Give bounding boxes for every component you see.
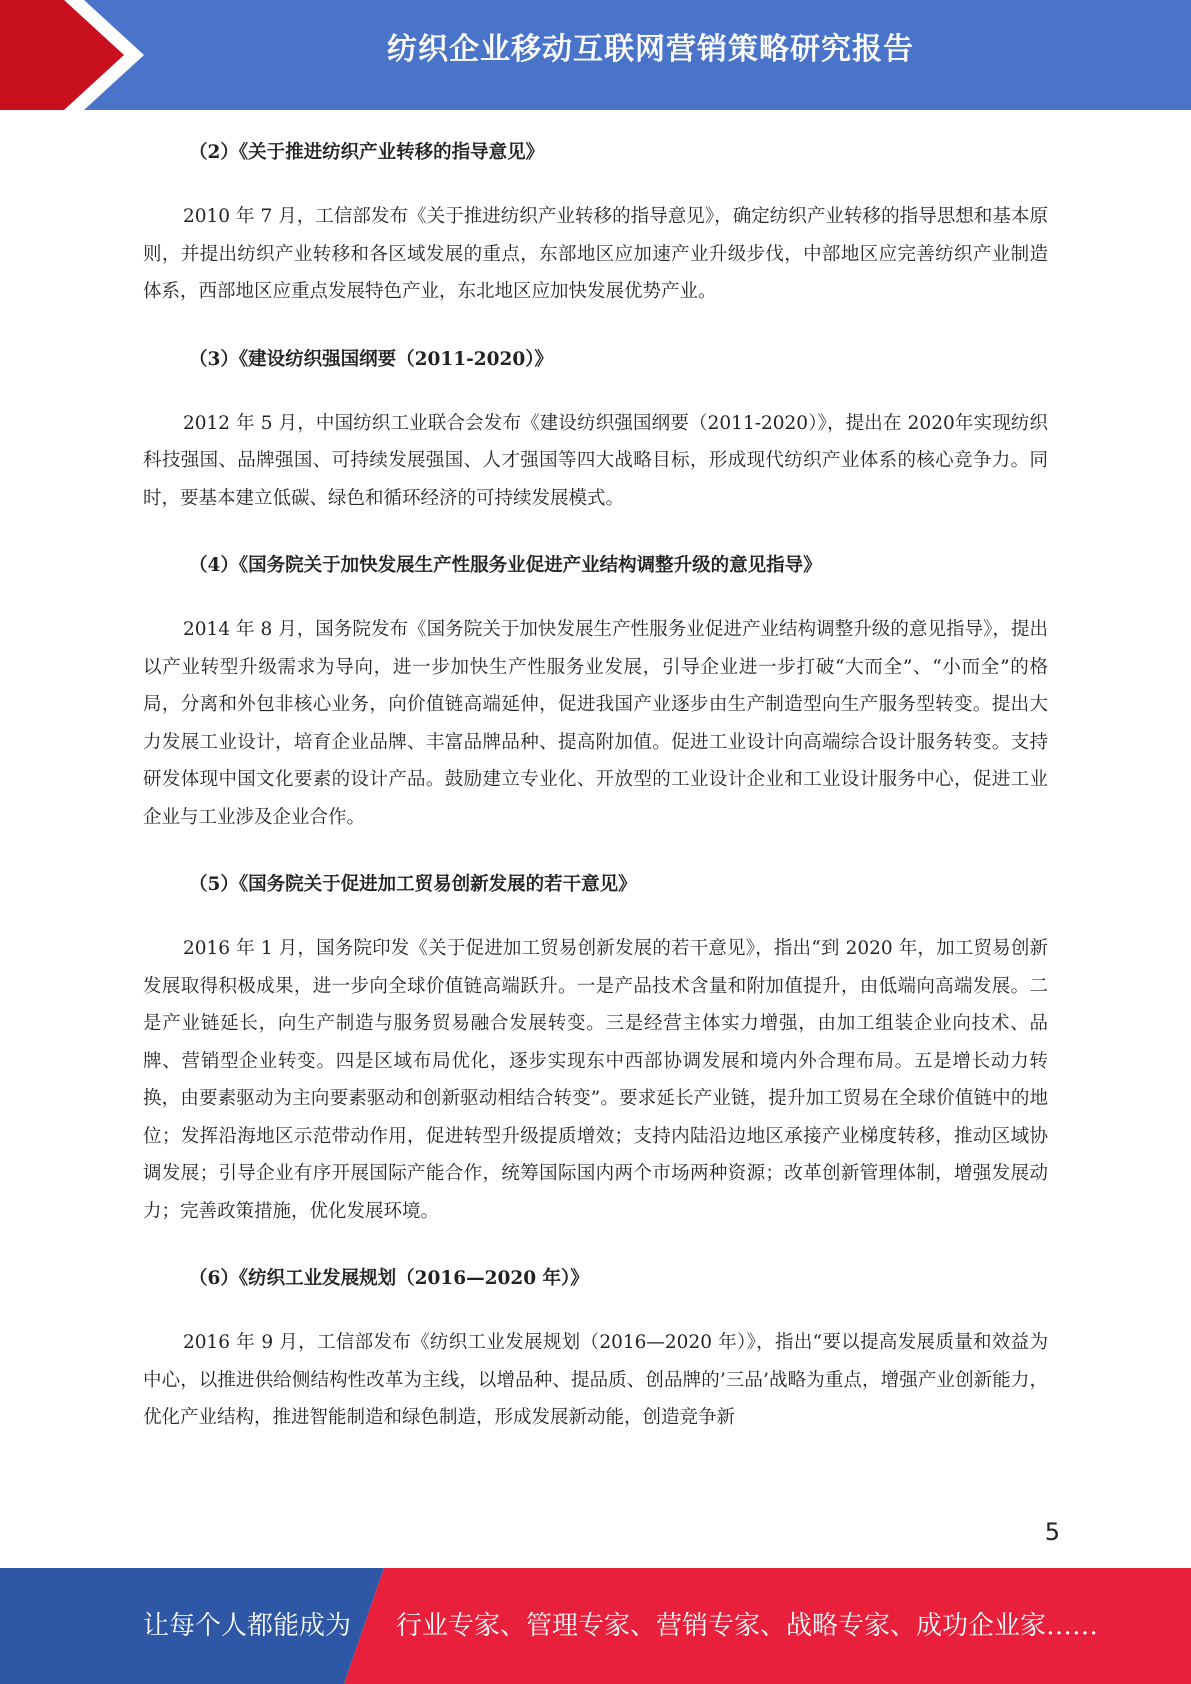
section-paragraph: 2016 年 1 月，国务院印发《关于促进加工贸易创新发展的若干意见》，指出“到 2020 年，加工贸易创新发展取得积极成果，进一步向全球价值链高端跃升。一是产品技术含量和附加值提升，由低端向高端发展。二是产业链延长，向生产制造与服务贸易融合发展转变。三是经营主体实力增强，由加工组装企业向技术、品牌、营销型企业转变。四是区域布局优化，逐步实现东中西部协调发展和境内外合理布局。五是增长动力转换，由要素驱动为主向要素驱动和创新驱动相结合转变”。要求延长产业链，提升加工贸易在全球价值链中的地位；发挥沿海地区示范带动作用，促进转型升级提质增效；支持内陆沿边地区承接产业梯度转移，推动区域协调发展；引导企业有序开展国际产能合作，统筹国际国内两个市场两种资源；改革创新管理体制，增强发展动力；完善政策措施，优化发展环境。 [143,938,1048,1222]
arrow-logo-icon [0,0,150,110]
footer-slogan-left: 让每个人都能成为 [143,1611,352,1641]
document-body [143,128,1048,1461]
section-paragraph: 2012 年 5 月，中国纺织工业联合会发布《建设纺织强国纲要（2011-2020）》，提出在 2020年实现纺织科技强国、品牌强国、可持续发展强国、人才强国等四大战略目标，形成现代纺织产业体系的核心竞争力。同时，要基本建立低碳、绿色和循环经济的可持续发展模式。 [143,412,1048,509]
section-heading: （4）《国务院关于加快发展生产性服务业促进产业结构调整升级的意见指导》 [189,555,822,576]
report-title: 纺织企业移动互联网营销策略研究报告 [387,32,914,67]
section-paragraph: 2010 年 7 月，工信部发布《关于推进纺织产业转移的指导意见》，确定纺织产业转移的指导思想和基本原则，并提出纺织产业转移和各区域发展的重点，东部地区应加速产业升级步伐，中部地区应完善纺织产业制造体系，西部地区应重点发展特色产业，东北地区应加快发展优势产业。 [143,206,1048,302]
section-heading: （6）《纺织工业发展规划（2016—2020 年）》 [189,1268,589,1289]
page-number: 5 [1044,1518,1060,1546]
section-heading: （2）《关于推进纺织产业转移的指导意见》 [189,142,545,163]
section-paragraph: 2014 年 8 月，国务院发布《国务院关于加快发展生产性服务业促进产业结构调整升级的意见指导》，提出以产业转型升级需求为导向，进一步加快生产性服务业发展，引导企业进一步打破“大而全”、“小而全”的格局，分离和外包非核心业务，向价值链高端延伸，促进我国产业逐步由生产制造型向生产服务型转变。提出大力发展工业设计，培育企业品牌、丰富品牌品种、提高附加值。促进工业设计向高端综合设计服务转变。支持研发体现中国文化要素的设计产品。鼓励建立专业化、开放型的工业设计企业和工业设计服务中心，促进工业企业与工业涉及企业合作。 [143,619,1048,828]
section-paragraph: 2016 年 9 月，工信部发布《纺织工业发展规划（2016—2020 年）》，指出“要以提高发展质量和效益为中心，以推进供给侧结构性改革为主线，以增品种、提品质、创品牌的’三品’战略为重点，增强产业创新能力，优化产业结构，推进智能制造和绿色制造，形成发展新动能，创造竞争新 [143,1332,1048,1428]
footer-slogan-right: 行业专家、管理专家、营销专家、战略专家、成功企业家…… [396,1611,1099,1641]
page-header [0,0,1191,110]
page-footer [0,1568,1191,1684]
section-heading: （3）《建设纺织强国纲要（2011-2020）》 [189,348,554,370]
section-heading: （5）《国务院关于促进加工贸易创新发展的若干意见》 [189,874,637,895]
